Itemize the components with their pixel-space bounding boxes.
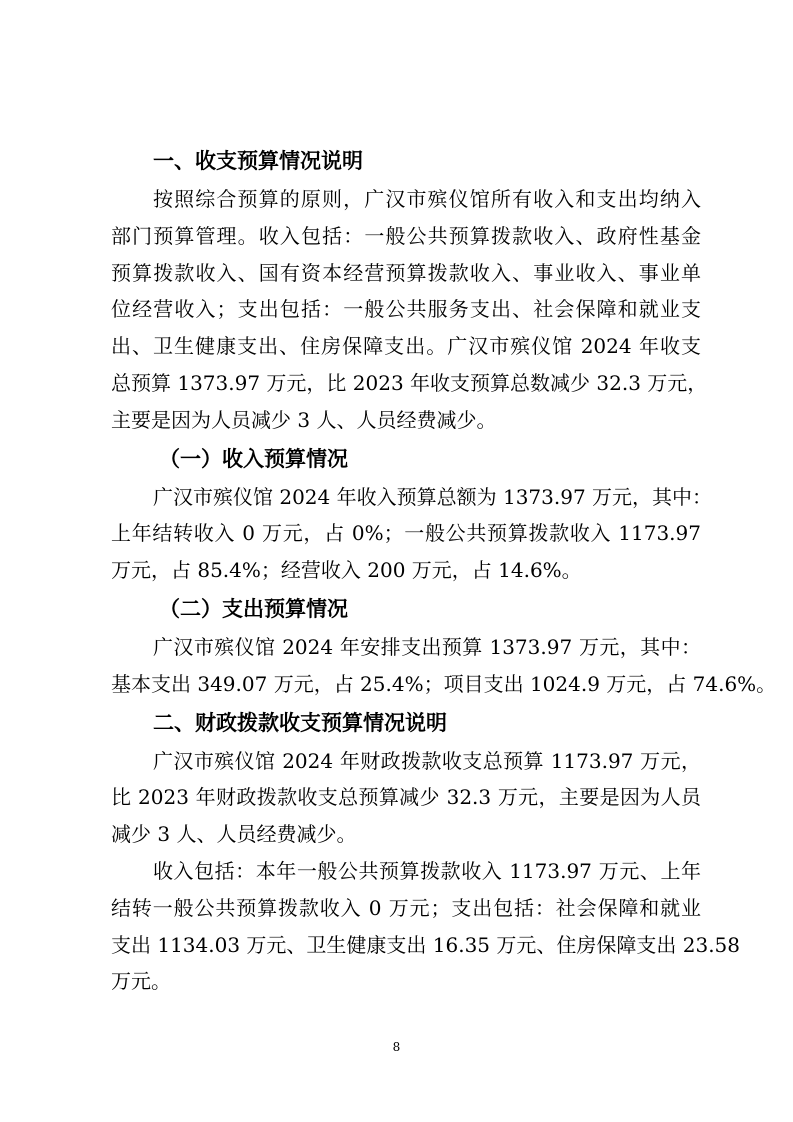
page-number: 8 xyxy=(392,1040,401,1054)
section-heading: 二、财政拨款收支预算情况说明 xyxy=(153,710,447,735)
subsection-heading: （一）收入预算情况 xyxy=(159,445,348,471)
paragraph-line: 比 2023 年财政拨款收支总预算减少 32.3 万元，主要是因为人员 xyxy=(111,785,701,810)
paragraph xyxy=(111,181,708,439)
paragraph-line: 万元。 xyxy=(111,969,171,994)
paragraph-line: 万元，占 85.4%；经营收入 200 万元，占 14.6%。 xyxy=(111,558,582,583)
paragraph-line: 预算拨款收入、国有资本经营预算拨款收入、事业收入、事业单 xyxy=(111,260,701,285)
paragraph-line: 出、卫生健康支出、住房保障支出。广汉市殡仪馆 2024 年收支 xyxy=(111,334,701,359)
paragraph xyxy=(111,743,701,853)
paragraph-line: 基本支出 349.07 万元，占 25.4%；项目支出 1024.9 万元，占 74.6%。 xyxy=(111,671,777,696)
paragraph-line: 减少 3 人、人员经费减少。 xyxy=(111,822,357,847)
paragraph xyxy=(111,479,713,589)
paragraph-line: 上年结转收入 0 万元，占 0%；一般公共预算拨款收入 1173.97 xyxy=(111,521,701,546)
paragraph-line: 广汉市殡仪馆 2024 年安排支出预算 1373.97 万元，其中： xyxy=(153,634,701,659)
paragraph xyxy=(111,853,741,1000)
document-body xyxy=(111,141,777,1000)
paragraph-line: 位经营收入；支出包括：一般公共服务支出、社会保障和就业支 xyxy=(111,297,701,322)
section-heading: 一、收支预算情况说明 xyxy=(153,149,363,173)
paragraph-line: 广汉市殡仪馆 2024 年财政拨款收支总预算 1173.97 万元， xyxy=(153,748,701,773)
paragraph-line: 收入包括：本年一般公共预算拨款收入 1173.97 万元、上年 xyxy=(153,858,701,883)
paragraph-line: 主要是因为人员减少 3 人、人员经费减少。 xyxy=(111,407,497,432)
paragraph-line: 部门预算管理。收入包括：一般公共预算拨款收入、政府性基金 xyxy=(111,223,701,248)
paragraph xyxy=(111,629,777,703)
paragraph-line: 广汉市殡仪馆 2024 年收入预算总额为 1373.97 万元，其中： xyxy=(153,484,713,509)
paragraph-line: 结转一般公共预算拨款收入 0 万元；支出包括：社会保障和就业 xyxy=(111,895,701,920)
subsection-heading: （二）支出预算情况 xyxy=(159,595,348,621)
paragraph-line: 支出 1134.03 万元、卫生健康支出 16.35 万元、住房保障支出 23.58 xyxy=(111,932,741,957)
paragraph-line: 总预算 1373.97 万元，比 2023 年收支预算总数减少 32.3 万元， xyxy=(111,370,708,395)
paragraph-line: 按照综合预算的原则，广汉市殡仪馆所有收入和支出均纳入 xyxy=(153,187,701,211)
